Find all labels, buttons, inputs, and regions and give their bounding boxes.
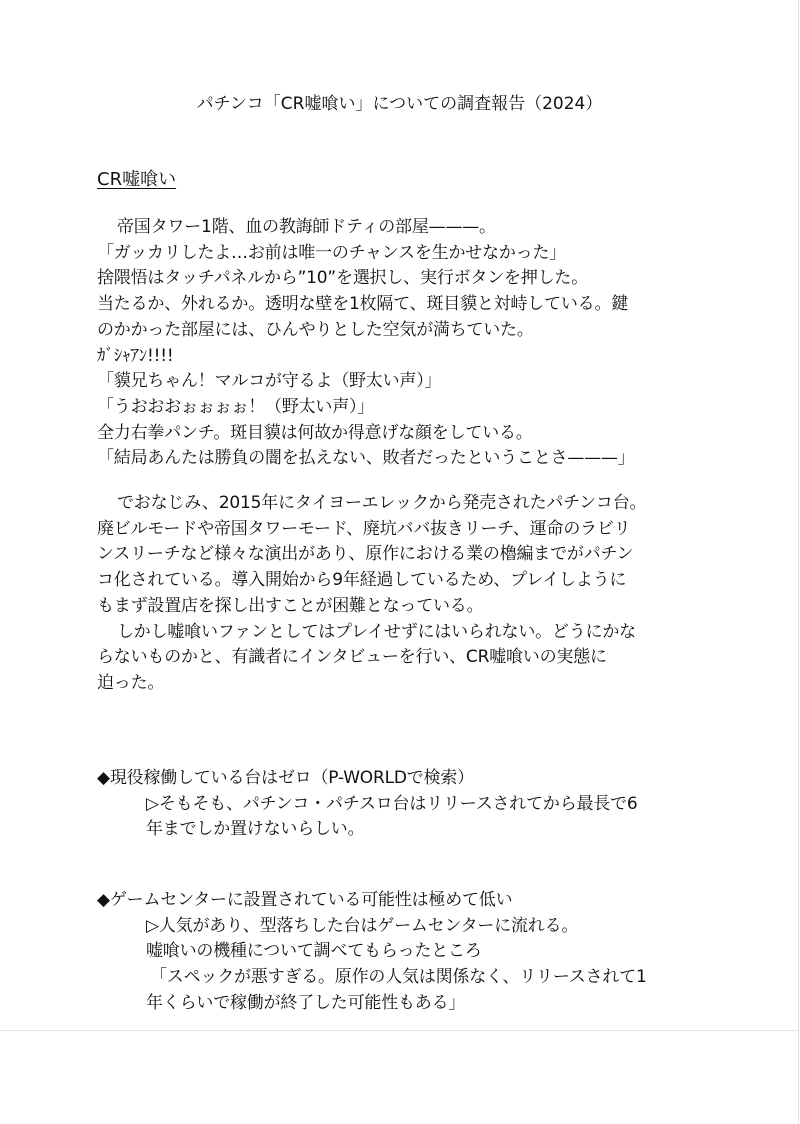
diamond-bullet-icon: ◆ (97, 768, 110, 788)
finding-heading-text: 現役稼働している台はゼロ（P-WORLDで検索） (109, 768, 474, 788)
finding-note-line (97, 914, 647, 940)
finding-note-line (97, 792, 638, 818)
intro-line: もまず設置店を探し出すことが困難となっている。 (97, 595, 484, 616)
story-line: 「貘兄ちゃん！マルコが守るよ（野太い声）」 (97, 371, 442, 392)
intro-paragraphs (97, 491, 646, 697)
intro-line: 廃ビルモードや帝国タワーモード、廃坑ババ抜きリーチ、運命のラビリ (97, 518, 631, 539)
intro-line: しかし嘘喰いファンとしてはプレイせずにはいられない。どうにかな (117, 621, 636, 642)
finding-note-line: 年までしか置けないらしい。 (146, 819, 365, 840)
triangle-marker-icon: ▷ (146, 793, 159, 814)
story-line: 「うおおおぉぉぉぉ！（野太い声）」 (97, 396, 375, 417)
intro-line: ンスリーチなど様々な演出があり、原作における業の櫓編までがパチン (97, 544, 634, 565)
intro-line: 迫った。 (97, 672, 165, 693)
finding-note-line: 年くらいで稼働が終了した可能性もある」 (146, 992, 466, 1013)
section-heading: CR嘘喰い (97, 169, 177, 190)
intro-line: でおなじみ、2015年にタイヨーエレックから発売されたパチンコ台。 (117, 493, 647, 513)
page-divider (0, 1030, 799, 1031)
finding-note-line: 「スペックが悪すぎる。原作の人気は関係なく、リリースされて1 (150, 967, 647, 988)
story-line: 捨隈悟はタッチパネルから”10”を選択し、実行ボタンを押した。 (97, 268, 589, 289)
intro-line: らないものかと、有識者にインタビューを行い、CR嘘喰いの実態に (97, 647, 607, 668)
finding-note-line: 嘘喰いの機種について調べてもらったところ (146, 941, 482, 962)
finding-item (97, 766, 638, 843)
story-line: 当たるか、外れるか。透明な壁を1枚隔て、斑目貘と対峙している。鍵 (97, 294, 629, 315)
triangle-marker-icon: ▷ (146, 915, 159, 936)
finding-heading-text: ゲームセンターに設置されている可能性は極めて低い (109, 890, 513, 910)
finding-heading (97, 766, 638, 792)
finding-note-text: 人気があり、型落ちした台はゲームセンターに流れる。 (158, 915, 579, 936)
story-line: 帝国タワー1階、血の教誨師ドティの部屋———。 (117, 217, 496, 237)
diamond-bullet-icon: ◆ (97, 890, 110, 910)
finding-item (97, 888, 647, 1017)
story-line: 「ガッカリしたよ…お前は唯一のチャンスを生かせなかった」 (97, 242, 567, 263)
finding-heading (97, 888, 647, 914)
story-line: ｶﾞｼｬｱﾝ!!!! (97, 345, 174, 366)
story-line: のかかった部屋には、ひんやりとした空気が満ちていた。 (97, 319, 534, 340)
story-passage (97, 215, 635, 472)
page-title: パチンコ「CR嘘喰い」についての調査報告（2024） (196, 94, 603, 114)
story-line: 全力右拳パンチ。斑目貘は何故か得意げな顔をしている。 (97, 422, 533, 443)
story-line: 「結局あんたは勝負の闇を払えない、敗者だったということさ———」 (97, 448, 635, 469)
finding-note-text: そもそも、パチンコ・パチスロ台はリリースされてから最長で6 (158, 793, 638, 814)
intro-line: コ化されている。導入開始から9年経過しているため、プレイしように (97, 570, 627, 591)
